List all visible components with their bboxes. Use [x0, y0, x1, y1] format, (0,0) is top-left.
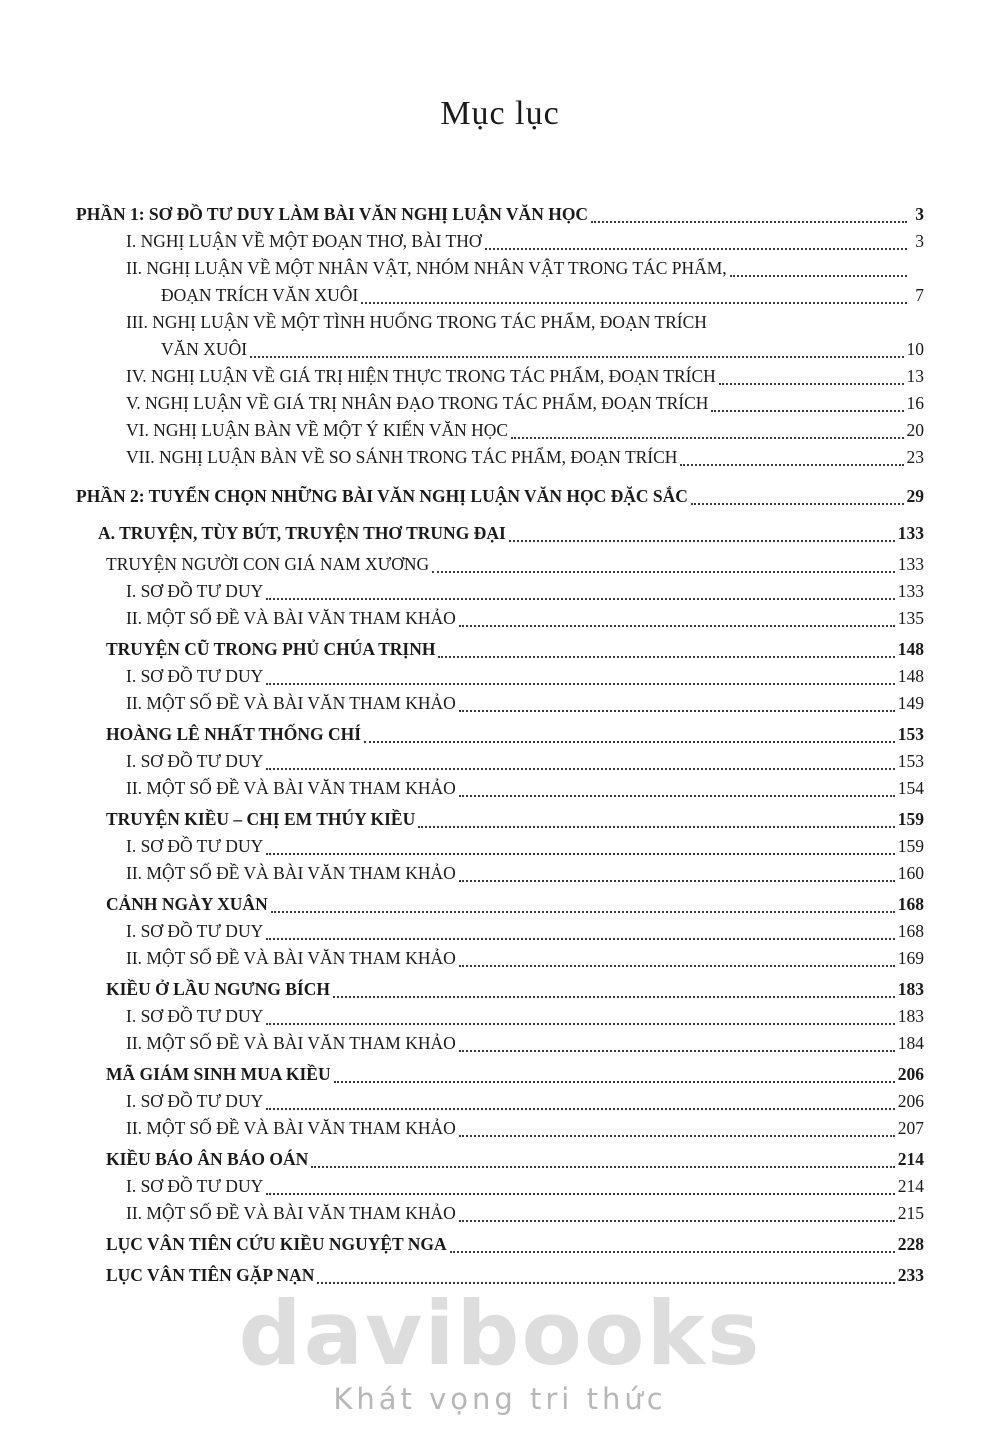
toc-entry [76, 578, 924, 605]
toc-leader-dots [317, 1282, 894, 1284]
toc-entry [76, 228, 924, 255]
toc-leader-dots [511, 437, 903, 439]
watermark [0, 1282, 1000, 1416]
toc-entry [76, 551, 924, 578]
toc-entry-text: HOÀNG LÊ NHẤT THỐNG CHÍ [106, 724, 362, 744]
toc-page-number: 10 [906, 339, 924, 359]
toc-page-number: 23 [906, 447, 924, 467]
toc-page-number: 133 [897, 581, 924, 601]
toc-leader-dots [432, 571, 895, 573]
toc-page-number: 168 [897, 921, 924, 941]
toc-entry-text: PHẦN 2: TUYỂN CHỌN NHỮNG BÀI VĂN NGHỊ LUẬN VĂN HỌC ĐẶC SẮC [76, 486, 688, 506]
toc-entry-text: II. NGHỊ LUẬN VỀ MỘT NHÂN VẬT, NHÓM NHÂN VẬT TRONG TÁC PHẨM, [126, 258, 727, 278]
toc-page-number: 184 [897, 1033, 924, 1053]
toc-page-number: 133 [897, 554, 924, 574]
toc-entry [76, 918, 924, 945]
toc-entry-text: I. NGHỊ LUẬN VỀ MỘT ĐOẠN THƠ, BÀI THƠ [126, 231, 482, 251]
toc-page-number: 183 [897, 979, 924, 999]
toc-entry [76, 255, 924, 282]
toc-entry [76, 1003, 924, 1030]
toc-entry [76, 417, 924, 444]
toc-page-number: 154 [897, 778, 924, 798]
toc-entry-text: LỤC VÂN TIÊN GẶP NẠN [106, 1265, 315, 1285]
toc-leader-dots [266, 768, 895, 770]
toc-page-number: 3 [915, 231, 924, 251]
toc-entry-text: LỤC VÂN TIÊN CỨU KIỀU NGUYỆT NGA [106, 1234, 447, 1254]
toc-page-number: 153 [897, 724, 924, 744]
toc-entry-text: II. MỘT SỐ ĐỀ VÀ BÀI VĂN THAM KHẢO [126, 608, 456, 628]
toc-page-number: 168 [897, 894, 924, 914]
toc-entry-text: A. TRUYỆN, TÙY BÚT, TRUYỆN THƠ TRUNG ĐẠI [98, 523, 506, 543]
toc-leader-dots [459, 880, 895, 882]
toc-entry [76, 483, 924, 510]
toc-entry [76, 444, 924, 471]
toc-leader-dots [691, 503, 904, 505]
toc-page-number: 160 [897, 863, 924, 883]
toc-entry [76, 282, 924, 309]
toc-entry [76, 363, 924, 390]
toc-entry [76, 806, 924, 833]
toc-entry-text: TRUYỆN CŨ TRONG PHỦ CHÚA TRỊNH [106, 639, 436, 659]
toc-leader-dots [711, 410, 903, 412]
toc-entry [76, 605, 924, 632]
toc-entry [76, 1030, 924, 1057]
toc-leader-dots [438, 656, 894, 658]
toc-entry-text: II. MỘT SỐ ĐỀ VÀ BÀI VĂN THAM KHẢO [126, 863, 456, 883]
toc-entry [76, 891, 924, 918]
toc-leader-dots [459, 1220, 895, 1222]
toc-leader-dots [333, 996, 895, 998]
toc-page-number: 207 [897, 1118, 924, 1138]
toc-entry [76, 775, 924, 802]
toc-leader-dots [459, 625, 895, 627]
toc-leader-dots [266, 598, 895, 600]
toc-leader-dots [719, 383, 904, 385]
toc-entry-text: II. MỘT SỐ ĐỀ VÀ BÀI VĂN THAM KHẢO [126, 1203, 456, 1223]
toc-page-number: 169 [897, 948, 924, 968]
toc-leader-dots [266, 683, 895, 685]
toc-leader-dots [485, 248, 908, 250]
toc-entry-text: I. SƠ ĐỒ TƯ DUY [126, 1006, 264, 1026]
toc-page-number: 153 [897, 751, 924, 771]
toc-page-number: 135 [897, 608, 924, 628]
toc-leader-dots [459, 1050, 895, 1052]
toc-entry [76, 748, 924, 775]
toc-entry [76, 1231, 924, 1258]
toc-entry [76, 860, 924, 887]
toc-entry-text: IV. NGHỊ LUẬN VỀ GIÁ TRỊ HIỆN THỰC TRONG TÁC PHẨM, ĐOẠN TRÍCH [126, 366, 716, 386]
toc-entry-text: I. SƠ ĐỒ TƯ DUY [126, 836, 264, 856]
toc-leader-dots [680, 464, 903, 466]
toc-entry [76, 201, 924, 228]
toc-leader-dots [364, 741, 895, 743]
toc-entry-text: MÃ GIÁM SINH MUA KIỀU [106, 1064, 331, 1084]
toc-entry [76, 833, 924, 860]
toc-entry [76, 520, 924, 547]
toc-leader-dots [266, 938, 895, 940]
toc-leader-dots [459, 1135, 895, 1137]
toc-entry [76, 690, 924, 717]
toc-entry-text: V. NGHỊ LUẬN VỀ GIÁ TRỊ NHÂN ĐẠO TRONG TÁC PHẨM, ĐOẠN TRÍCH [126, 393, 709, 413]
toc-leader-dots [509, 540, 895, 542]
toc-page-number: 233 [897, 1265, 924, 1285]
toc-entry [76, 1115, 924, 1142]
toc-leader-dots [459, 710, 895, 712]
toc-leader-dots [450, 1251, 895, 1253]
toc-page-number: 206 [897, 1064, 924, 1084]
toc-entry-text: PHẦN 1: SƠ ĐỒ TƯ DUY LÀM BÀI VĂN NGHỊ LUẬN VĂN HỌC [76, 204, 589, 224]
toc-leader-dots [266, 1108, 895, 1110]
toc-page-number: 149 [897, 693, 924, 713]
toc-entry-text: VI. NGHỊ LUẬN BÀN VỀ MỘT Ý KIẾN VĂN HỌC [126, 420, 509, 440]
toc-page-number: 159 [897, 836, 924, 856]
toc-entry-text: ĐOẠN TRÍCH VĂN XUÔI [161, 285, 359, 305]
toc-entry-text: III. NGHỊ LUẬN VỀ MỘT TÌNH HUỐNG TRONG TÁC PHẨM, ĐOẠN TRÍCH [126, 312, 707, 332]
toc-entry [76, 945, 924, 972]
toc-leader-dots [418, 826, 895, 828]
toc-page-number: 16 [906, 393, 924, 413]
toc-page-number: 7 [915, 285, 924, 305]
toc-entry [76, 1173, 924, 1200]
toc-page-number: 159 [897, 809, 924, 829]
toc-leader-dots [250, 356, 903, 358]
toc-page-number: 29 [906, 486, 924, 506]
toc-page-number: 20 [906, 420, 924, 440]
toc-page-number: 148 [897, 639, 924, 659]
toc-entry [76, 1088, 924, 1115]
toc-entry-text: II. MỘT SỐ ĐỀ VÀ BÀI VĂN THAM KHẢO [126, 693, 456, 713]
toc-entry [76, 1146, 924, 1173]
toc-entry-text: CẢNH NGÀY XUÂN [106, 894, 268, 914]
toc-leader-dots [591, 221, 907, 223]
toc-leader-dots [730, 275, 907, 277]
toc-entry [76, 1262, 924, 1289]
toc-entry-text: TRUYỆN KIỀU – CHỊ EM THÚY KIỀU [106, 809, 416, 829]
toc-entry [76, 1200, 924, 1227]
watermark-tagline: Khát vọng tri thức [333, 1382, 667, 1416]
toc-entry-text: I. SƠ ĐỒ TƯ DUY [126, 1176, 264, 1196]
toc-entry-text: KIỀU BÁO ÂN BÁO OÁN [106, 1149, 309, 1169]
toc-entry-text: TRUYỆN NGƯỜI CON GIÁ NAM XƯƠNG [106, 554, 430, 574]
toc-entry [76, 1061, 924, 1088]
toc-leader-dots [459, 795, 895, 797]
toc-entry-text: VII. NGHỊ LUẬN BÀN VỀ SO SÁNH TRONG TÁC PHẨM, ĐOẠN TRÍCH [126, 447, 678, 467]
toc-leader-dots [361, 302, 907, 304]
toc-page-number: 13 [906, 366, 924, 386]
toc-leader-dots [311, 1166, 895, 1168]
toc-entry [76, 390, 924, 417]
toc-entry-text: I. SƠ ĐỒ TƯ DUY [126, 751, 264, 771]
toc-page-number: 215 [897, 1203, 924, 1223]
toc-entry-text: II. MỘT SỐ ĐỀ VÀ BÀI VĂN THAM KHẢO [126, 1118, 456, 1138]
toc-page-number: 3 [915, 204, 924, 224]
toc-entry-text: I. SƠ ĐỒ TƯ DUY [126, 921, 264, 941]
toc-page-number: 133 [897, 523, 924, 543]
toc-entry-text: II. MỘT SỐ ĐỀ VÀ BÀI VĂN THAM KHẢO [126, 778, 456, 798]
toc-entry [76, 976, 924, 1003]
toc-entry-text: KIỀU Ở LẦU NGƯNG BÍCH [106, 979, 330, 999]
toc-entry-text: II. MỘT SỐ ĐỀ VÀ BÀI VĂN THAM KHẢO [126, 948, 456, 968]
toc-leader-dots [266, 853, 895, 855]
toc-page-number: 228 [897, 1234, 924, 1254]
toc-page-number: 214 [897, 1176, 924, 1196]
toc-page-number: 206 [897, 1091, 924, 1111]
toc-leader-dots [459, 965, 895, 967]
toc-entry-text: I. SƠ ĐỒ TƯ DUY [126, 1091, 264, 1111]
toc-entry [76, 721, 924, 748]
toc-leader-dots [334, 1081, 895, 1083]
toc-leader-dots [266, 1023, 895, 1025]
toc-entry-text: I. SƠ ĐỒ TƯ DUY [126, 666, 264, 686]
toc-entry [76, 336, 924, 363]
toc-entry-text: II. MỘT SỐ ĐỀ VÀ BÀI VĂN THAM KHẢO [126, 1033, 456, 1053]
toc-entry [76, 663, 924, 690]
toc-entry-text: I. SƠ ĐỒ TƯ DUY [126, 581, 264, 601]
toc-entry [76, 636, 924, 663]
toc-leader-dots [271, 911, 895, 913]
page-title: Mục lục [440, 95, 560, 132]
toc-page-number: 214 [897, 1149, 924, 1169]
toc-page-number: 148 [897, 666, 924, 686]
toc-page-number: 183 [897, 1006, 924, 1026]
toc-entry [76, 309, 924, 336]
toc-entry-text: VĂN XUÔI [161, 339, 248, 359]
watermark-logo: davibooks [238, 1282, 762, 1385]
toc-leader-dots [266, 1193, 895, 1195]
toc [76, 201, 924, 1289]
